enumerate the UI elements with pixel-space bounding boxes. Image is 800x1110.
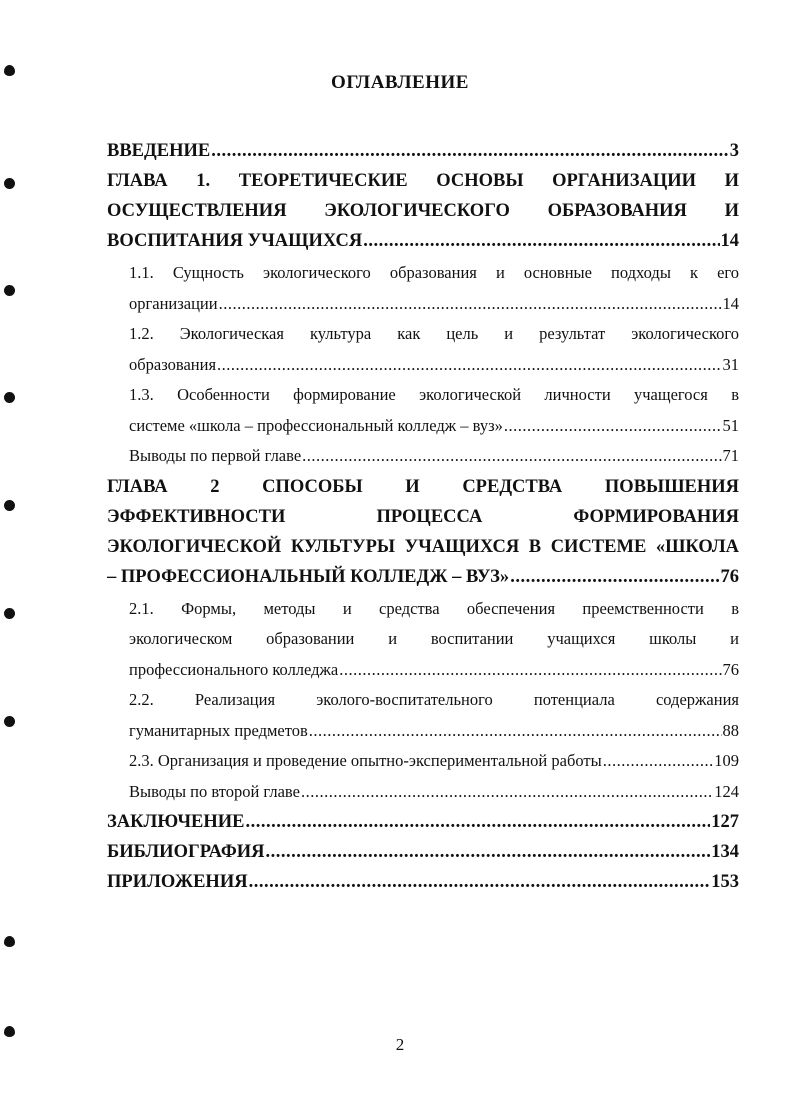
toc-chapter-2-line-1[interactable]: ГЛАВА 2 СПОСОБЫ И СРЕДСТВА ПОВЫШЕНИЯ	[107, 476, 739, 497]
toc-leader-dots	[302, 441, 721, 472]
toc-leader-dots	[363, 226, 719, 256]
punch-hole-mark	[4, 608, 15, 619]
toc-leader-dots	[339, 655, 721, 686]
toc-page-number: 88	[722, 720, 739, 740]
toc-page-number: 127	[711, 812, 739, 832]
toc-entry-text: БИБЛИОГРАФИЯ	[107, 842, 265, 862]
toc-page-number: 3	[729, 141, 739, 161]
toc-leader-dots	[301, 777, 713, 808]
toc-page-number: 71	[722, 446, 739, 465]
toc-leader-dots	[266, 837, 711, 867]
toc-leader-dots	[309, 716, 722, 747]
toc-page-number: 124	[714, 781, 739, 801]
toc-entry-conclusion[interactable]	[107, 807, 739, 837]
toc-entry-text: системе «школа – профессиональный колледж – вуз»	[129, 415, 503, 435]
toc-entry-text: Выводы по второй главе	[129, 781, 300, 801]
toc-entry-text: профессионального колледжа	[129, 659, 339, 679]
toc-leader-dots	[510, 562, 719, 592]
toc-entry-text: организации	[129, 293, 218, 313]
punch-hole-mark	[4, 716, 15, 727]
toc-entry-text: ЗАКЛЮЧЕНИЕ	[107, 812, 245, 832]
toc-section-1-2-line-1[interactable]: 1.2. Экологическая культура как цель и результат экологического	[129, 324, 739, 343]
toc-chapter-2[interactable]	[107, 562, 739, 592]
toc-section-1-3[interactable]	[107, 411, 739, 442]
punch-hole-mark	[4, 936, 15, 947]
punch-hole-mark	[4, 500, 15, 511]
toc-section-1-3-line-1[interactable]: 1.3. Особенности формирование экологической личности учащегося в	[129, 385, 739, 404]
punch-hole-mark	[4, 1026, 15, 1037]
toc-chapter-1-line-1[interactable]: ГЛАВА 1. ТЕОРЕТИЧЕСКИЕ ОСНОВЫ ОРГАНИЗАЦИИ И	[107, 171, 739, 191]
toc-entry-text: образования	[129, 354, 217, 374]
page-number: 2	[395, 1035, 405, 1054]
punch-hole-mark	[4, 285, 15, 296]
toc-section-2-2-line-1[interactable]: 2.2. Реализация эколого-воспитательного потенциала содержания	[129, 690, 739, 709]
toc-chapter-2-line-2[interactable]: ЭФФЕКТИВНОСТИ ПРОЦЕССА ФОРМИРОВАНИЯ	[107, 506, 739, 527]
toc-section-2-1[interactable]	[107, 655, 739, 686]
toc-page-number: 31	[722, 354, 739, 374]
toc-page-number: 14	[722, 293, 739, 313]
table-of-contents	[107, 136, 739, 897]
toc-page-number: 134	[711, 842, 739, 862]
toc-entry-text: ВВЕДЕНИЕ	[107, 141, 211, 161]
toc-leader-dots	[211, 136, 729, 166]
toc-entry-text: гуманитарных предметов	[129, 720, 308, 740]
toc-leader-dots	[246, 807, 711, 837]
punch-hole-mark	[4, 65, 15, 76]
toc-page-number: 76	[720, 566, 739, 587]
toc-entry-text: ВОСПИТАНИЯ УЧАЩИХСЯ	[107, 231, 363, 251]
toc-section-2-1-line-1[interactable]: 2.1. Формы, методы и средства обеспечения преемственности в	[129, 598, 739, 618]
toc-page-number: 14	[720, 231, 739, 251]
punch-hole-mark	[4, 178, 15, 189]
toc-section-1-2[interactable]	[107, 350, 739, 381]
toc-conclusions-chapter-2[interactable]	[107, 777, 739, 808]
toc-chapter-1[interactable]	[107, 226, 739, 256]
toc-entry-introduction[interactable]	[107, 136, 739, 166]
toc-page-number: 109	[714, 751, 739, 770]
toc-section-2-2[interactable]	[107, 716, 739, 747]
page-title: ОГЛАВЛЕНИЕ	[331, 72, 469, 93]
toc-entry-bibliography[interactable]	[107, 837, 739, 867]
toc-page-number: 153	[711, 872, 739, 892]
punch-hole-mark	[4, 392, 15, 403]
toc-page-number: 51	[722, 415, 739, 435]
toc-entry-text: – ПРОФЕССИОНАЛЬНЫЙ КОЛЛЕДЖ – ВУЗ»	[107, 566, 510, 587]
toc-leader-dots	[249, 867, 711, 897]
toc-chapter-1-line-2[interactable]: ОСУЩЕСТВЛЕНИЯ ЭКОЛОГИЧЕСКОГО ОБРАЗОВАНИЯ И	[107, 201, 739, 221]
toc-leader-dots	[603, 746, 714, 777]
toc-leader-dots	[219, 289, 722, 320]
toc-leader-dots	[217, 350, 721, 381]
toc-page-number: 76	[722, 659, 739, 679]
toc-conclusions-chapter-1[interactable]	[107, 441, 739, 472]
toc-leader-dots	[504, 411, 722, 442]
toc-section-1-1-line-1[interactable]: 1.1. Сущность экологического образования и основные подходы к его	[129, 263, 739, 282]
toc-entry-text: ПРИЛОЖЕНИЯ	[107, 872, 248, 892]
toc-section-1-1[interactable]	[107, 289, 739, 320]
toc-entry-text: 2.3. Организация и проведение опытно-экспериментальной работы	[129, 751, 602, 770]
toc-chapter-2-line-3[interactable]: ЭКОЛОГИЧЕСКОЙ КУЛЬТУРЫ УЧАЩИХСЯ В СИСТЕМЕ «ШКОЛА	[107, 536, 739, 557]
toc-section-2-1-line-2[interactable]: экологическом образовании и воспитании учащихся школы и	[129, 629, 739, 648]
toc-section-2-3[interactable]	[107, 746, 739, 777]
toc-entry-text: Выводы по первой главе	[129, 446, 302, 465]
toc-entry-appendices[interactable]	[107, 867, 739, 897]
